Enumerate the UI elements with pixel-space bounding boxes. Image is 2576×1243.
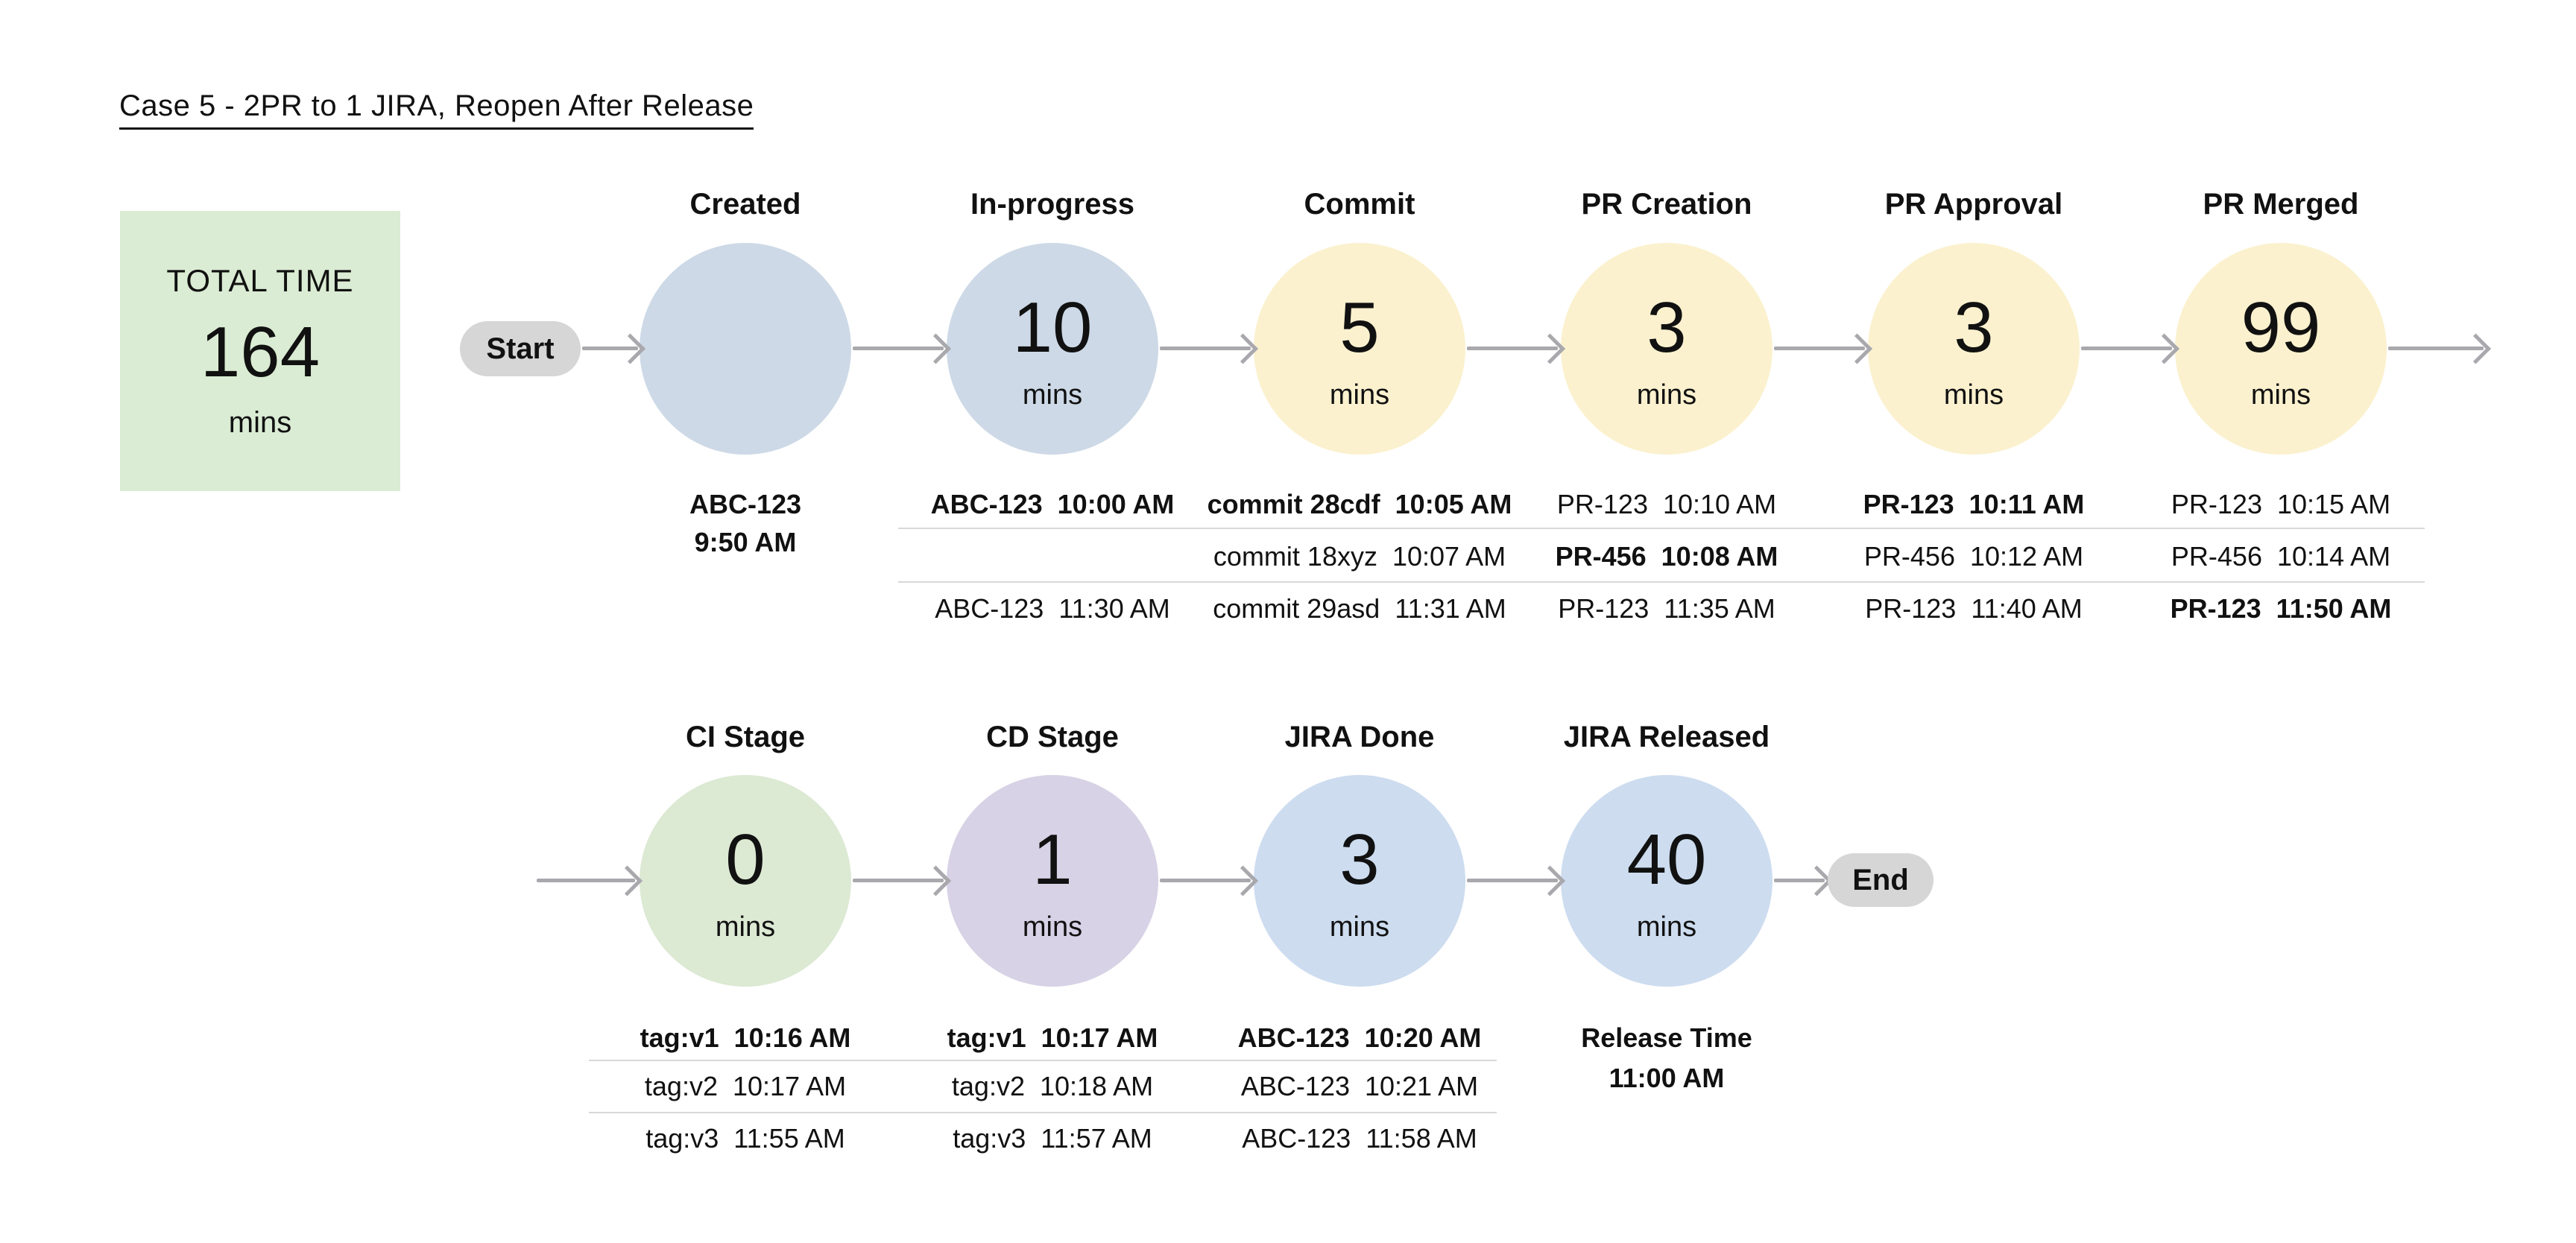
stage-pr-merged bbox=[2124, 186, 2437, 455]
start-node: Start bbox=[460, 321, 581, 376]
stage-unit: mins bbox=[1943, 379, 2004, 411]
event-row: ABC-123 10:00 AM bbox=[930, 489, 1175, 519]
event-row: ABC-123 10:20 AM bbox=[1237, 1022, 1482, 1053]
event-row: 9:50 AM bbox=[694, 527, 797, 557]
stage-unit: mins bbox=[1329, 911, 1390, 943]
stage-label: PR Approval bbox=[1884, 188, 2063, 221]
event-row: tag:v3 11:55 AM bbox=[645, 1123, 845, 1154]
stage-minutes: 0 bbox=[725, 820, 765, 899]
event-row: PR-123 11:35 AM bbox=[1558, 593, 1775, 624]
stage-cd bbox=[896, 719, 1209, 987]
stage-circle bbox=[947, 775, 1158, 987]
stage-unit: mins bbox=[1329, 379, 1390, 411]
row-divider bbox=[898, 528, 2425, 529]
flow-arrow bbox=[1774, 347, 1865, 350]
event-row: PR-123 10:11 AM bbox=[1863, 489, 2085, 519]
stage-commit bbox=[1203, 186, 1516, 455]
stage-circle bbox=[1868, 243, 2080, 455]
event-row: commit 18xyz 10:07 AM bbox=[1213, 541, 1506, 572]
event-row: ABC-123 10:21 AM bbox=[1240, 1071, 1479, 1101]
flow-arrow bbox=[853, 879, 944, 882]
event-row: tag:v2 10:18 AM bbox=[951, 1071, 1154, 1101]
event-row: PR-456 10:08 AM bbox=[1555, 541, 1778, 572]
total-time-label: TOTAL TIME bbox=[166, 262, 354, 298]
stage-minutes: 10 bbox=[1012, 288, 1093, 367]
stage-label: PR Merged bbox=[2203, 188, 2359, 221]
stage-minutes: 1 bbox=[1032, 820, 1073, 899]
stage-label: Created bbox=[689, 188, 801, 221]
row-divider bbox=[589, 1060, 1497, 1061]
stage-unit: mins bbox=[1636, 379, 1697, 411]
event-row: PR-123 10:15 AM bbox=[2171, 489, 2391, 519]
event-row: ABC-123 11:30 AM bbox=[935, 593, 1170, 624]
flow-arrow bbox=[1774, 879, 1825, 882]
event-row: PR-123 10:10 AM bbox=[1556, 489, 1777, 519]
flow-arrow bbox=[1467, 347, 1558, 350]
stage-circle bbox=[640, 775, 851, 987]
stage-circle bbox=[2175, 243, 2387, 455]
stage-label: CI Stage bbox=[685, 721, 806, 753]
event-row: 11:00 AM bbox=[1609, 1063, 1725, 1093]
event-row: commit 28cdf 10:05 AM bbox=[1207, 489, 1512, 519]
stage-unit: mins bbox=[2250, 379, 2311, 411]
event-row bbox=[888, 540, 1216, 573]
flow-arrow bbox=[1160, 879, 1251, 882]
stage-circle bbox=[1561, 243, 1772, 455]
flow-continuation-arrow bbox=[537, 879, 635, 882]
stage-ci bbox=[589, 719, 902, 987]
stage-label: JIRA Released bbox=[1563, 721, 1770, 753]
stage-minutes: 3 bbox=[1339, 820, 1380, 899]
event-row: commit 29asd 11:31 AM bbox=[1213, 593, 1506, 624]
total-time-card bbox=[120, 211, 400, 491]
stage-unit: mins bbox=[1022, 379, 1083, 411]
stage-created bbox=[589, 186, 902, 455]
stage-label: PR Creation bbox=[1581, 188, 1752, 221]
row-divider bbox=[898, 581, 2425, 583]
event-row: Release Time bbox=[1581, 1022, 1752, 1053]
event-row: tag:v2 10:17 AM bbox=[644, 1071, 847, 1101]
page-title: Case 5 - 2PR to 1 JIRA, Reopen After Release bbox=[119, 89, 754, 130]
row-divider bbox=[589, 1112, 1497, 1113]
stage-unit: mins bbox=[1022, 911, 1083, 943]
event-row: PR-123 11:50 AM bbox=[2170, 593, 2392, 624]
stage-in-progress bbox=[896, 186, 1209, 455]
stage-label: JIRA Done bbox=[1284, 721, 1435, 753]
flow-arrow bbox=[853, 347, 944, 350]
event-row: PR-456 10:12 AM bbox=[1863, 541, 2084, 572]
stage-minutes: 3 bbox=[1954, 288, 1994, 367]
stage-label: Commit bbox=[1304, 188, 1415, 221]
stage-label: CD Stage bbox=[986, 721, 1119, 753]
stage-circle bbox=[640, 243, 851, 455]
event-row: tag:v1 10:17 AM bbox=[947, 1022, 1158, 1053]
event-row: tag:v3 11:57 AM bbox=[953, 1123, 1152, 1154]
stage-circle bbox=[1561, 775, 1772, 987]
stage-minutes: 5 bbox=[1339, 288, 1380, 367]
total-time-value: 164 bbox=[200, 311, 321, 392]
flow-continuation-arrow bbox=[2388, 347, 2484, 350]
stage-pr-creation bbox=[1510, 186, 1823, 455]
flow-arrow bbox=[1467, 879, 1558, 882]
flow-arrow bbox=[1160, 347, 1251, 350]
stage-minutes: 3 bbox=[1647, 288, 1687, 367]
event-row: ABC-123 bbox=[689, 489, 802, 519]
stage-pr-approval bbox=[1817, 186, 2130, 455]
end-node: End bbox=[1828, 853, 1933, 907]
event-row: PR-123 11:40 AM bbox=[1865, 593, 2083, 624]
stage-jira-done bbox=[1203, 719, 1516, 987]
stage-minutes: 99 bbox=[2241, 288, 2321, 367]
flow-arrow bbox=[582, 347, 638, 350]
stage-circle bbox=[1254, 775, 1465, 987]
stage-minutes: 40 bbox=[1626, 820, 1707, 899]
event-row: tag:v1 10:16 AM bbox=[640, 1022, 851, 1053]
stage-circle bbox=[947, 243, 1158, 455]
stage-label: In-progress bbox=[970, 188, 1135, 221]
stage-unit: mins bbox=[1636, 911, 1697, 943]
stage-jira-released bbox=[1510, 719, 1823, 987]
event-row: ABC-123 11:58 AM bbox=[1242, 1123, 1477, 1154]
stage-unit: mins bbox=[715, 911, 776, 943]
flow-arrow bbox=[2081, 347, 2172, 350]
event-row: PR-456 10:14 AM bbox=[2171, 541, 2391, 572]
stage-circle bbox=[1254, 243, 1465, 455]
total-time-unit: mins bbox=[228, 405, 292, 439]
